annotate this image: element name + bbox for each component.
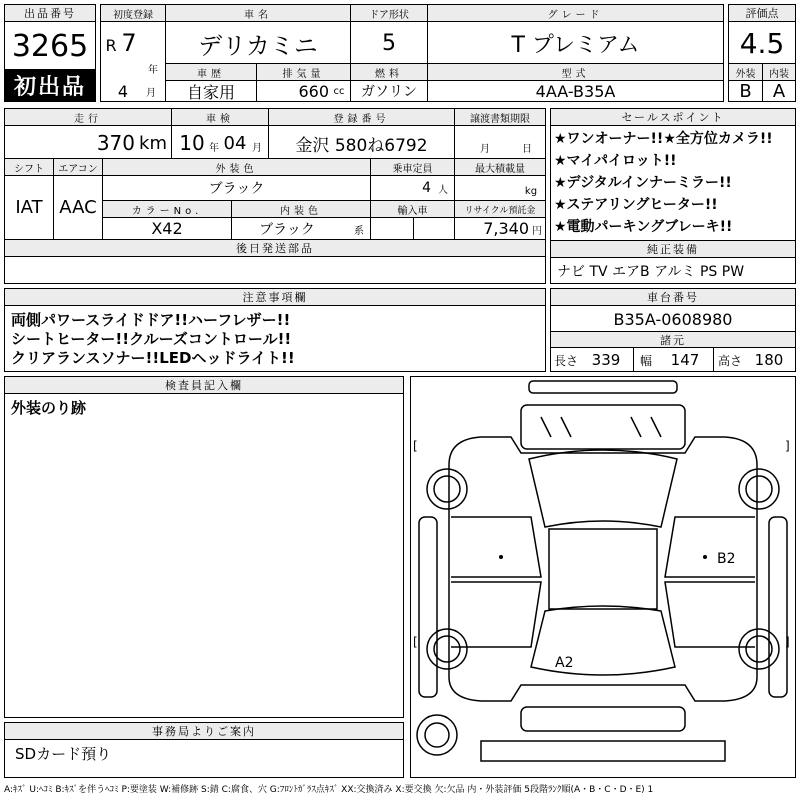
mileage-label: 走行: [74, 114, 102, 125]
inspector-note: 外装のり跡: [11, 399, 87, 417]
front-bumper-strip: [529, 381, 677, 393]
aircon-label: エアコン: [54, 159, 102, 175]
capacity-unit: 人: [438, 184, 448, 196]
first-listing-badge: 初出品: [5, 69, 95, 101]
damage-mark-a2: A2: [555, 655, 574, 671]
fuel-label: 燃料: [351, 64, 427, 80]
notes-label: 注意事項欄: [5, 289, 545, 306]
inspection-year: 10: [179, 131, 205, 155]
height-label: 高さ: [717, 353, 742, 368]
wheel-rear-right-inner: [746, 636, 772, 662]
recycle-value: 7,340: [483, 219, 529, 238]
interior-color-label: 内装色: [232, 201, 370, 217]
inspection-year-unit: 年: [209, 142, 219, 154]
sales-point-line-2: ★マイパイロット!!: [554, 153, 677, 169]
rear-glass: [531, 606, 675, 675]
history-label: 車歴: [166, 64, 256, 80]
first-reg-month-unit: 月: [146, 87, 156, 99]
rear-bottom: [481, 741, 725, 761]
transfer-day-unit: 日: [522, 143, 532, 155]
lot-box: [4, 4, 96, 102]
office-note: SDカード預り: [15, 745, 112, 763]
grade-value: T プレミアム: [511, 32, 640, 58]
spare-tire: [417, 715, 457, 755]
first-reg-month: 4: [117, 81, 129, 101]
exterior-color-label: 外装色: [103, 159, 370, 175]
exterior-color-value: ブラック: [208, 181, 265, 197]
inspector-box: [4, 376, 404, 718]
bracket-left-top: [: [413, 439, 418, 453]
bracket-right-top: ]: [785, 439, 790, 453]
first-reg-era: R: [105, 35, 117, 55]
interior-color-suffix: 系: [354, 225, 364, 237]
lot-number: 3265: [11, 28, 89, 64]
car-diagram-svg: [411, 377, 795, 777]
wheel-rear-left: [427, 629, 467, 669]
displacement-label: 排気量: [257, 64, 350, 80]
sales-point-line-5: ★電動パーキングブレーキ!!: [554, 219, 733, 235]
interior-color-value: ブラック: [259, 221, 315, 238]
sales-point-line-4: ★ステアリングヒーター!!: [554, 197, 718, 213]
header-grid: [100, 4, 724, 102]
width-value: 147: [670, 351, 700, 369]
body-outline: [449, 437, 757, 701]
spare-tire-inner: [425, 723, 449, 747]
wheel-front-right: [739, 469, 779, 509]
wheel-front-right-inner: [746, 476, 772, 502]
displacement-value: 660: [298, 81, 329, 101]
length-label: 長さ: [553, 353, 578, 368]
rating-box: [728, 4, 796, 102]
notes-line-2: シートヒーター!!クルーズコントロール!!: [11, 330, 292, 348]
right-side-strip: [769, 517, 787, 697]
first-reg-year: 7: [121, 29, 137, 57]
office-box: [4, 722, 404, 778]
door-value: 5: [382, 30, 396, 56]
rating-label: 評価点: [729, 5, 795, 22]
color-no-label: カラーNo.: [103, 201, 231, 217]
displacement-unit: cc: [333, 85, 345, 97]
notes-line-1: 両側パワースライドドア!!ハーフレザー!!: [11, 311, 291, 329]
history-value: 自家用: [186, 82, 235, 101]
ext-rating-label: 外装: [729, 64, 762, 80]
capacity-value: 4: [422, 180, 431, 196]
wheel-front-left-inner: [434, 476, 460, 502]
right-front-door: [665, 517, 755, 577]
int-rating-value: A: [772, 81, 786, 101]
sales-point-line-3: ★デジタルインナーミラー!!: [554, 175, 732, 191]
car-name-value: デリカミニ: [198, 31, 318, 60]
left-side-strip: [419, 517, 437, 697]
int-rating-label: 内装: [763, 64, 795, 80]
mirror-mark-right: [703, 555, 707, 559]
sales-points-label: セールスポイント: [551, 109, 795, 126]
transfer-month-unit: 月: [480, 143, 490, 155]
first-reg-year-unit: 年: [148, 64, 158, 75]
damage-diagram: [410, 376, 796, 778]
legend: A:ｷｽﾞ U:ﾍｺﾐ B:ｷｽﾞを伴うﾍｺﾐ P:要塗装 W:補修跡 S:錆 C:腐食、穴 G:ﾌﾛﾝﾄｶﾞﾗｽ点ｷｽﾞ XX:交換済み X:要交換 欠:欠品 内・外装評価 5段階ﾗﾝｸ順(A・B・C・D・E) 1: [4, 785, 654, 795]
inspector-label: 検査員記入欄: [5, 377, 403, 394]
bracket-left-bottom: [: [413, 635, 418, 649]
inspection-month: 04: [223, 132, 247, 154]
plate-value: 金沢 580ね6792: [295, 135, 428, 156]
roof: [549, 529, 657, 609]
grade-label: グレード: [547, 10, 604, 21]
lot-label: 出品番号: [5, 5, 95, 22]
specs-label: 諸元: [551, 332, 795, 348]
left-rear-door: [451, 582, 541, 647]
capacity-label: 乗車定員: [371, 159, 454, 175]
color-no-value: X42: [151, 219, 183, 238]
model-label: 型式: [428, 64, 723, 80]
width-label: 幅: [639, 353, 652, 368]
load-unit: kg: [524, 185, 538, 197]
mileage-value: 370: [96, 131, 135, 155]
fuel-value: ガソリン: [361, 84, 417, 100]
equipment-label: 純正装備: [551, 241, 795, 258]
rear-bumper: [521, 707, 685, 731]
door-label: ドア形状: [369, 10, 409, 21]
length-value: 339: [591, 351, 621, 369]
roof-lines: [541, 417, 661, 437]
chassis-value: B35A-0608980: [613, 309, 733, 329]
inspection-label: 車検: [206, 114, 234, 125]
equipment-value: ナビ TV エアB アルミ PS PW: [557, 264, 745, 280]
plate-label: 登録番号: [333, 114, 390, 125]
chassis-label: 車台番号: [551, 289, 795, 306]
recycle-unit: 円: [532, 225, 542, 237]
sales-point-line-1: ★ワンオーナー!!★全方位カメラ!!: [554, 131, 773, 147]
bracket-right-bottom: ]: [785, 635, 790, 649]
shift-value: IAT: [15, 197, 43, 218]
import-label: 輸入車: [371, 201, 454, 217]
notes-box: [4, 288, 546, 372]
aircon-value: AAC: [59, 197, 97, 218]
vehicle-details: [4, 108, 546, 284]
recycle-label: リサイクル預託金: [455, 201, 545, 217]
rating-value: 4.5: [739, 26, 785, 60]
load-label: 最大積載量: [455, 159, 545, 175]
office-label: 事務局よりご案内: [5, 723, 403, 740]
later-parts-label: 後日発送部品: [5, 240, 545, 257]
right-rear-door: [665, 582, 755, 647]
first-reg-label: 初度登録: [113, 10, 153, 21]
chassis-box: [550, 288, 796, 372]
wheel-front-left: [427, 469, 467, 509]
transfer-label: 譲渡書類期限: [470, 114, 530, 125]
wheel-rear-left-inner: [434, 636, 460, 662]
left-front-door: [451, 517, 541, 577]
mirror-mark-left: [499, 555, 503, 559]
mileage-unit: km: [139, 132, 167, 154]
notes-line-3: クリアランスソナー!!LEDヘッドライト!!: [11, 349, 295, 367]
inspection-month-unit: 月: [252, 142, 262, 154]
shift-label: シフト: [5, 159, 53, 175]
car-name-label: 車名: [244, 10, 272, 21]
wheel-rear-right: [739, 629, 779, 669]
height-value: 180: [754, 351, 784, 369]
model-value: 4AA-B35A: [535, 81, 616, 101]
damage-mark-b2: B2: [717, 551, 736, 567]
ext-rating-value: B: [739, 81, 752, 101]
windshield: [529, 450, 677, 527]
sales-points-box: [550, 108, 796, 284]
